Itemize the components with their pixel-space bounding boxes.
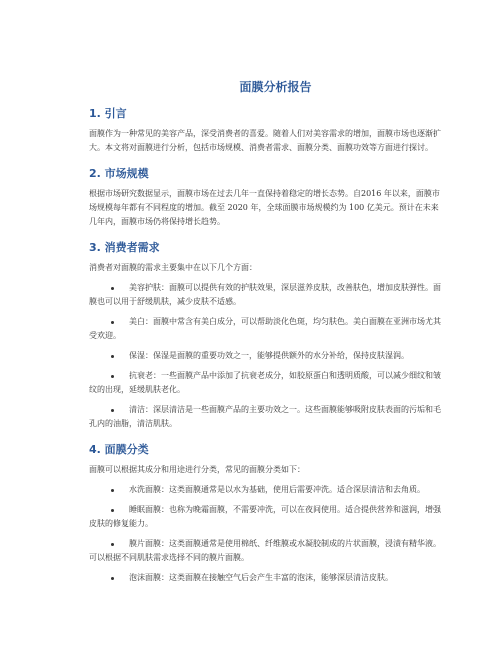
list-item: 水洗面膜：这类面膜通常是以水为基础，使用后需要冲洗。适合深层清洁和去角质。	[89, 483, 442, 497]
list-item: 膜片面膜：这类面膜通常是使用棉纸、纤维膜或水凝胶制成的片状面膜，浸渍有精华液。可以根据不同肌肤需求选择不同的膜片面膜。	[89, 539, 441, 562]
bullet-icon	[89, 369, 129, 383]
document-title: 面膜分析报告	[239, 80, 312, 94]
section-heading-consumer-needs: 3. 消费者需求	[89, 241, 160, 254]
list-item: 睡眠面膜：也称为晚霜面膜，不需要冲洗，可以在夜间使用。适合提供营养和滋润，增强皮肤的修复能力。	[89, 505, 441, 528]
section-heading-intro: 1. 引言	[89, 107, 127, 120]
bullet-icon	[89, 403, 129, 417]
bullet-icon	[89, 349, 129, 363]
section-paragraph-classification: 面膜可以根据其成分和用途进行分类，常见的面膜分类如下：	[89, 465, 305, 474]
section-paragraph-market-size: 根据市场研究数据显示，面膜市场在过去几年一直保持着稳定的增长态势。自2016 年以来，面膜市场规模每年都有不同程度的增加。截至 2020 年，全球面膜市场规模约为 100 亿美元。预计在未来几年内，面膜市场仍将保持增长趋势。	[89, 189, 440, 226]
bullet-icon	[89, 537, 129, 551]
list-item: 泡沫面膜：这类面膜在接触空气后会产生丰富的泡沫，能够深层清洁皮肤。	[89, 571, 442, 585]
section-paragraph-intro: 面膜作为一种常见的美容产品，深受消费者的喜爱。随着人们对美容需求的增加，面膜市场也逐渐扩大。本文将对面膜进行分析，包括市场规模、消费者需求、面膜分类、面膜功效等方面进行探讨。	[89, 129, 441, 152]
bullet-icon	[89, 483, 129, 497]
section-heading-market-size: 2. 市场规模	[89, 167, 149, 180]
section-heading-classification: 4. 面膜分类	[89, 443, 149, 456]
bullet-icon	[89, 571, 129, 585]
bullet-icon	[89, 281, 129, 295]
bullet-icon	[89, 503, 129, 517]
list-item: 美白：面膜中常含有美白成分，可以帮助淡化色斑，均匀肤色。美白面膜在亚洲市场尤其受欢迎。	[89, 317, 441, 340]
list-item: 美容护肤：面膜可以提供有效的护肤效果，深层滋养皮肤，改善肤色，增加皮肤弹性。面膜也可以用于舒缓肌肤，减少皮肤不适感。	[89, 283, 441, 306]
section-paragraph-consumer-needs: 消费者对面膜的需求主要集中在以下几个方面：	[89, 263, 257, 272]
list-item: 清洁：深层清洁是一些面膜产品的主要功效之一。这些面膜能够吸附皮肤表面的污垢和毛孔内的油脂，清洁肌肤。	[89, 405, 441, 428]
bullet-icon	[89, 315, 129, 329]
list-item: 保湿：保湿是面膜的重要功效之一，能够提供额外的水分补给，保持皮肤湿润。	[89, 349, 442, 363]
list-item: 抗衰老：一些面膜产品中添加了抗衰老成分，如胶原蛋白和透明质酸，可以减少细纹和皱纹的出现，延缓肌肤老化。	[89, 371, 441, 394]
